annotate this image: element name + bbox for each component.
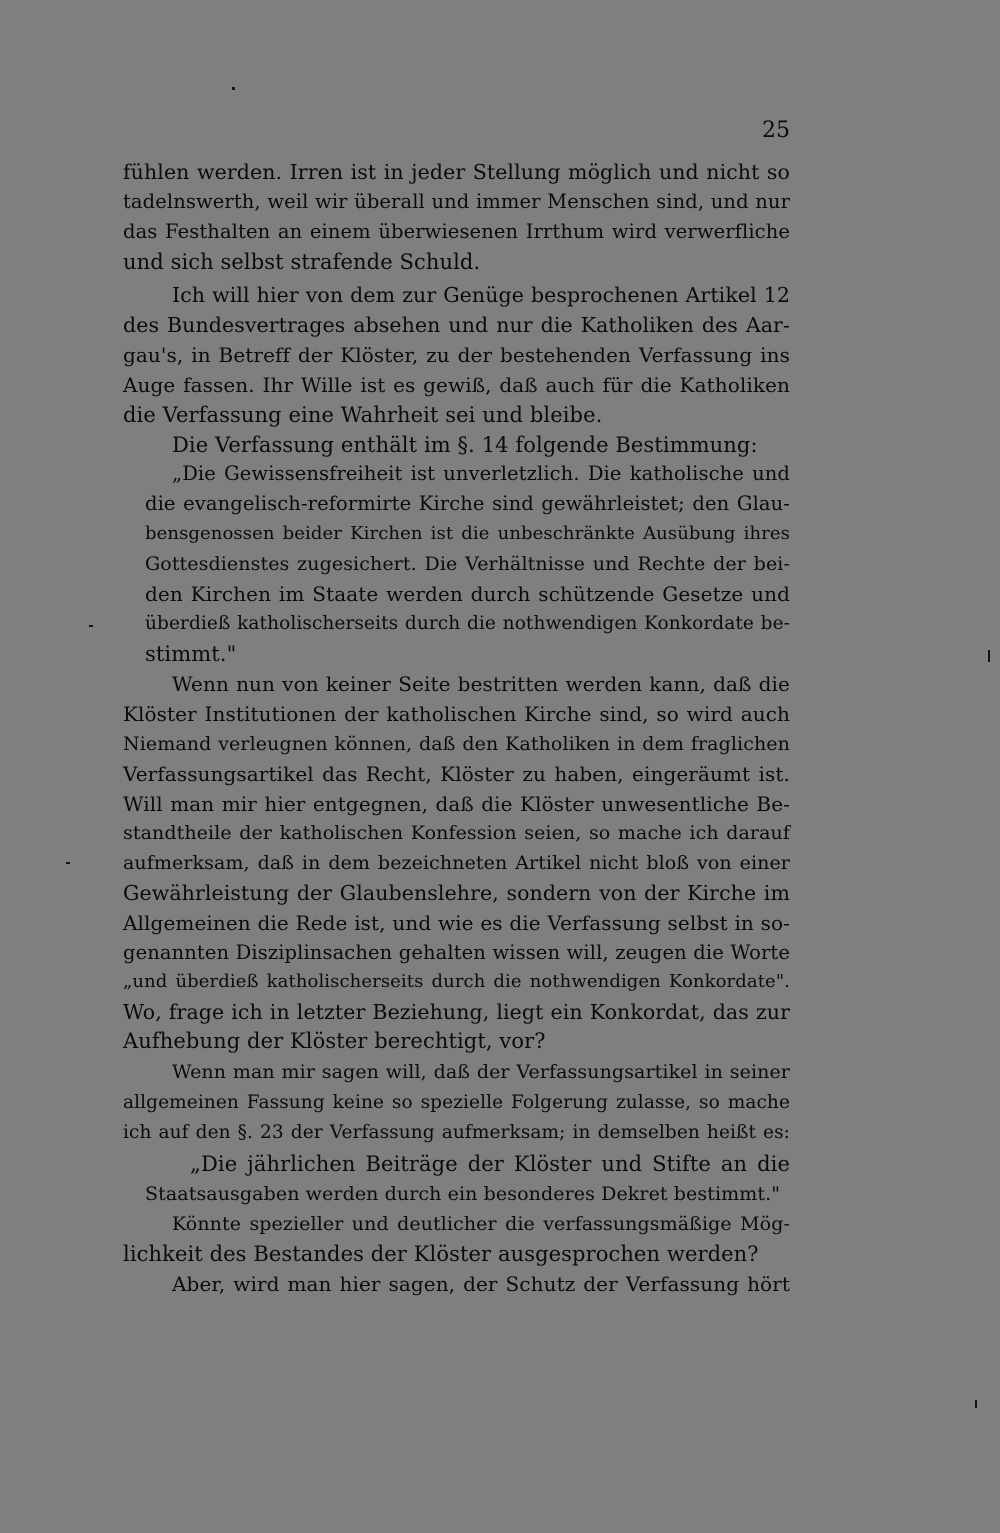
quote-line: die evangelisch-reformirte Kirche sind gewährleistet; den Glau-: [145, 492, 790, 515]
scan-speck: [232, 87, 235, 90]
text-line: fühlen werden. Irren ist in jeder Stellung möglich und nicht so: [123, 160, 790, 184]
text-line: aufmerksam, daß in dem bezeichneten Artikel nicht bloß von einer: [123, 852, 790, 874]
text-line: Wenn man mir sagen will, daß der Verfassungsartikel in seiner: [172, 1061, 790, 1083]
text-line: lichkeit des Bestandes der Klöster ausgesprochen werden?: [123, 1242, 759, 1266]
text-line: „und überdieß katholischerseits durch die nothwendigen Konkordate".: [123, 971, 790, 992]
quote-line: den Kirchen im Staate werden durch schützende Gesetze und: [145, 582, 790, 606]
text-line: Gewährleistung der Glaubenslehre, sondern von der Kirche im: [123, 881, 790, 905]
text-line: gau's, in Betreff der Klöster, zu der bestehenden Verfassung ins: [123, 343, 790, 367]
quote-line: „Die jährlichen Beiträge der Klöster und Stifte an die: [190, 1152, 790, 1176]
scan-speck: [975, 1400, 977, 1408]
page-number: 25: [762, 118, 790, 143]
text-line: Wenn nun von keiner Seite bestritten werden kann, daß die: [172, 672, 790, 696]
text-line: Will man mir hier entgegnen, daß die Klöster unwesentliche Be-: [123, 792, 790, 816]
text-line: Wo, frage ich in letzter Beziehung, liegt ein Konkordat, das zur: [123, 1000, 790, 1024]
quote-line: bensgenossen beider Kirchen ist die unbeschränkte Ausübung ihres: [145, 523, 790, 544]
quote-line: stimmt.": [145, 642, 237, 666]
scan-speck: [988, 650, 990, 662]
text-line: Könnte spezieller und deutlicher die verfassungsmäßige Mög-: [172, 1213, 790, 1235]
text-line: Aber, wird man hier sagen, der Schutz der Verfassung hört: [172, 1272, 790, 1296]
text-line: Verfassungsartikel das Recht, Klöster zu haben, eingeräumt ist.: [123, 762, 790, 786]
text-line: standtheile der katholischen Konfession seien, so mache ich darauf: [123, 822, 790, 844]
text-line: tadelnswerth, weil wir überall und immer Menschen sind, und nur: [123, 190, 790, 213]
text-line: Ich will hier von dem zur Genüge besprochenen Artikel 12: [172, 283, 790, 307]
text-line: Klöster Institutionen der katholischen Kirche sind, so wird auch: [123, 702, 790, 726]
text-line: Die Verfassung enthält im §. 14 folgende Bestimmung:: [172, 433, 758, 457]
scan-speck: [66, 862, 70, 864]
quote-line: überdieß katholischerseits durch die nothwendigen Konkordate be-: [145, 613, 790, 634]
text-line: des Bundesvertrages absehen und nur die Katholiken des Aar-: [123, 313, 790, 337]
scan-speck: [89, 625, 93, 627]
quote-line: Staatsausgaben werden durch ein besonderes Dekret bestimmt.": [145, 1183, 781, 1205]
text-line: und sich selbst strafende Schuld.: [123, 250, 481, 274]
text-line: ich auf den §. 23 der Verfassung aufmerksam; in demselben heißt es:: [123, 1122, 790, 1143]
quote-line: „Die Gewissensfreiheit ist unverletzlich. Die katholische und: [172, 462, 790, 485]
text-line: genannten Disziplinsachen gehalten wissen will, zeugen die Worte: [123, 941, 790, 964]
quote-line: Gottesdienstes zugesichert. Die Verhältnisse und Rechte der bei-: [145, 553, 790, 575]
text-line: Auge fassen. Ihr Wille ist es gewiß, daß auch für die Katholiken: [123, 373, 790, 397]
text-line: die Verfassung eine Wahrheit sei und bleibe.: [123, 403, 603, 427]
text-line: das Festhalten an einem überwiesenen Irrthum wird verwerfliche: [123, 220, 790, 243]
text-line: Niemand verleugnen können, daß den Katholiken in dem fraglichen: [123, 733, 790, 755]
text-line: Aufhebung der Klöster berechtigt, vor?: [123, 1029, 546, 1053]
text-line: allgemeinen Fassung keine so spezielle Folgerung zulasse, so mache: [123, 1092, 790, 1113]
text-line: Allgemeinen die Rede ist, und wie es die Verfassung selbst in so-: [123, 911, 790, 935]
